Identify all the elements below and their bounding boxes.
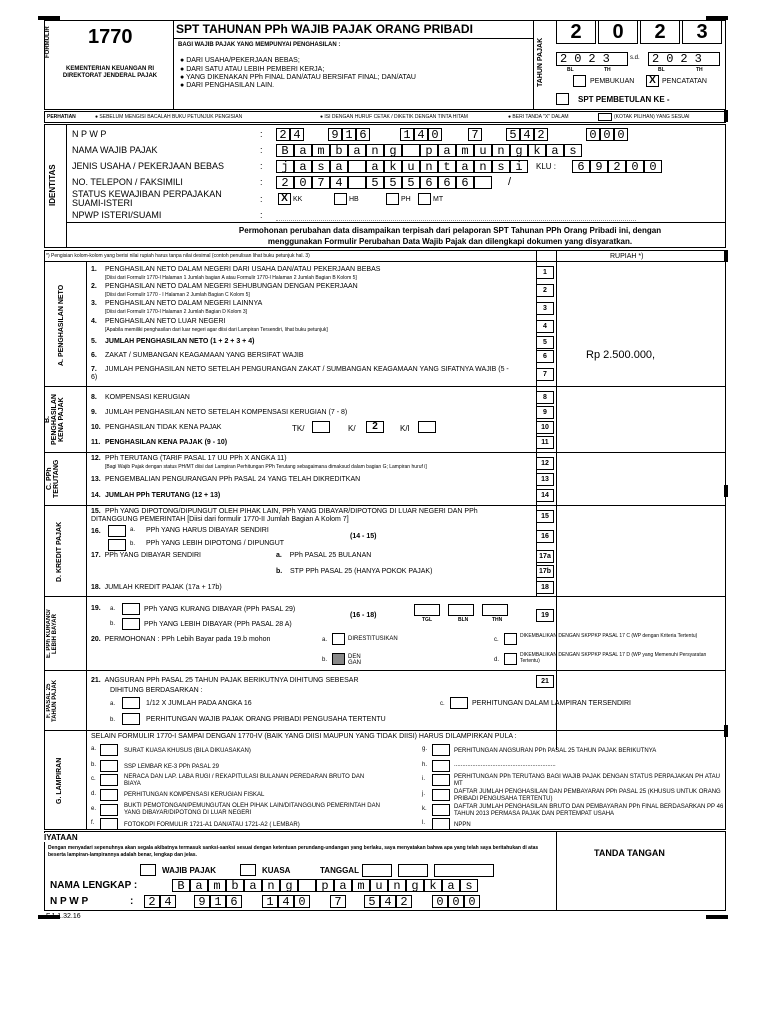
box-6: 6 bbox=[536, 350, 554, 363]
date-boxes[interactable] bbox=[414, 604, 514, 616]
year-digit-4: 3 bbox=[682, 20, 722, 44]
row-2: 2. PENGHASILAN NETO DALAM NEGERI SEHUBUNGAN DENGAN PEKERJAAN [Diisi dari Formulir 1770 - I Halaman 2 Jumlah Bagian C Kolom 5] bbox=[91, 283, 358, 298]
row-13: 13. PENGEMBALIAN PENGURANGAN PPh PASAL 24 YANG TELAH DIKREDITKAN bbox=[91, 476, 361, 483]
form-number: 1770 bbox=[88, 26, 133, 48]
k-label: K/ bbox=[348, 424, 356, 433]
pembetulan-checkbox[interactable] bbox=[556, 93, 569, 105]
lampiran-b-checkbox[interactable] bbox=[100, 760, 118, 772]
form-subtitle: BAGI WAJIB PAJAK YANG MEMPUNYAI PENGHASILAN : bbox=[178, 42, 341, 48]
status-hb-checkbox[interactable] bbox=[334, 193, 347, 205]
value-6[interactable]: Rp 2.500.000, bbox=[586, 349, 656, 361]
wp-checkbox[interactable] bbox=[140, 864, 156, 876]
box-11: 11 bbox=[536, 436, 554, 449]
bullet-3: ● YANG DIKENAKAN PPh FINAL DAN/ATAU BERSIFAT FINAL; DAN/ATAU bbox=[180, 74, 416, 81]
pencatatan-label: PENCATATAN bbox=[662, 78, 707, 85]
section-b-label: B. PENGHASILAN KENA PAJAK bbox=[44, 394, 65, 446]
form-code: F.1.1.32.16 bbox=[46, 913, 81, 920]
perhatian-item-2: ● ISI DENGAN HURUF CETAK / DIKETIK DENGAN TINTA HITAM bbox=[320, 114, 468, 120]
bullet-4: ● DARI PENGHASILAN LAIN. bbox=[180, 82, 275, 89]
row-6: 6. ZAKAT / SUMBANGAN KEAGAMAAN YANG BERSIFAT WAJIB bbox=[91, 352, 304, 359]
signature-label: TANDA TANGAN bbox=[594, 848, 665, 858]
lampiran-c-checkbox[interactable] bbox=[100, 774, 118, 786]
bl-label-2: BL bbox=[658, 67, 665, 73]
19a-checkbox[interactable] bbox=[122, 603, 140, 615]
name-label: NAMA WAJIB PAJAK bbox=[72, 145, 158, 155]
row-16b: PPh YANG LEBIH DIPOTONG / DIPUNGUT bbox=[146, 540, 285, 547]
agency-line-1: KEMENTERIAN KEUANGAN RI bbox=[65, 66, 154, 72]
pembetulan-label: SPT PEMBETULAN KE - bbox=[578, 95, 670, 104]
row-1: 1. PENGHASILAN NETO DALAM NEGERI DARI USAHA DAN/ATAU PEKERJAAN BEBAS [Diisi dari Formulir 1770-I Halaman 1 Jumlah bagian A atau Formulir 1770-I Halaman 2 Jumlah Bagian B Kolom 5] bbox=[91, 266, 381, 281]
phone-label: NO. TELEPON / FAKSIMILI bbox=[72, 177, 183, 187]
21c-checkbox[interactable] bbox=[450, 697, 468, 709]
ki-box[interactable] bbox=[418, 421, 436, 433]
row-14: 14. JUMLAH PPh TERUTANG (12 + 13) bbox=[91, 492, 221, 499]
formulir-label: FORMULIR bbox=[45, 26, 51, 58]
bln-label: BLN bbox=[458, 617, 469, 623]
status-mt-label: MT bbox=[433, 196, 444, 203]
row-4: 4. PENGHASILAN NETO LUAR NEGERI [Apabila memiliki penghasilan dari luar negeri agar diisi dari Lampiran Tersendiri, lihat buku petunjuk] bbox=[91, 318, 328, 333]
tanggal-boxes[interactable] bbox=[362, 864, 542, 877]
19b-checkbox[interactable] bbox=[122, 618, 140, 630]
sign-npwp-label: N P W P bbox=[50, 896, 89, 907]
th-label-2: TH bbox=[696, 67, 703, 73]
year-digit-1: 2 bbox=[556, 20, 596, 44]
section-c-label: C. PPh TERUTANG bbox=[46, 459, 60, 499]
agency-line-2: DIREKTORAT JENDERAL PAJAK bbox=[62, 73, 158, 79]
spouse-npwp-cells[interactable] bbox=[276, 208, 636, 221]
rupiah-header: RUPIAH *) bbox=[610, 253, 644, 260]
lampiran-i-checkbox[interactable] bbox=[432, 774, 450, 786]
spouse-npwp-label: NPWP ISTERI/SUAMI bbox=[72, 210, 162, 220]
row-19-formula: (16 - 18) bbox=[350, 612, 377, 619]
status-label: STATUS KEWAJIBAN PERPAJAKAN SUAMI-ISTERI bbox=[72, 189, 222, 208]
period-start[interactable]: 2023 bbox=[556, 52, 628, 66]
row-20: 20. PERMOHONAN : PPh Lebih Bayar pada 19.b mohon bbox=[91, 636, 271, 643]
k-box[interactable]: 2 bbox=[366, 421, 384, 433]
form-title: SPT TAHUNAN PPh WAJIB PAJAK ORANG PRIBADI bbox=[176, 22, 473, 36]
bl-label-1: BL bbox=[567, 67, 574, 73]
row-16-formula: (14 - 15) bbox=[350, 533, 377, 540]
row-20a: DIRESTITUSIKAN bbox=[348, 636, 398, 642]
20c-checkbox[interactable] bbox=[504, 633, 517, 645]
identitas-notice: Permohonan perubahan data disampaikan terpisah dari pelaporan SPT Tahunan PPh Orang Pribadi ini, dengan menggunakan Formulir Perubahan Data Wajib Pajak dan dilengkapi dokumen yang disyaratkan. bbox=[238, 226, 662, 246]
row-20c: DIKEMBALIKAN DENGAN SKPPKP PASAL 17 C (WP dengan Kriteria Tertentu) bbox=[520, 633, 698, 639]
perhatian-label: PERHATIAN bbox=[47, 114, 76, 120]
sd-label: s.d. bbox=[630, 55, 640, 61]
kuasa-label: KUASA bbox=[262, 866, 291, 875]
box-7: 7 bbox=[536, 368, 554, 381]
row-21a: 1/12 X JUMLAH PADA ANGKA 16 bbox=[146, 700, 252, 707]
section-d-label: D. KREDIT PAJAK bbox=[56, 521, 63, 583]
box-5: 5 bbox=[536, 336, 554, 349]
lampiran-f-checkbox[interactable] bbox=[100, 818, 118, 830]
identitas-label: IDENTITAS bbox=[48, 164, 57, 206]
tanggal-label: TANGGAL bbox=[320, 866, 359, 875]
sign-npwp-colon: : bbox=[130, 896, 134, 907]
kuasa-checkbox[interactable] bbox=[240, 864, 256, 876]
status-kk-checkbox[interactable]: X bbox=[278, 193, 291, 205]
16a-checkbox[interactable] bbox=[108, 525, 126, 537]
section-g-label: G. LAMPIRAN bbox=[56, 757, 63, 805]
row-19a: PPh YANG KURANG DIBAYAR (PPh PASAL 29) bbox=[144, 606, 296, 613]
20d-checkbox[interactable] bbox=[504, 653, 517, 665]
row-3: 3. PENGHASILAN NETO DALAM NEGERI LAINNYA [Diisi dari Formulir 1770-I Halaman 2 Jumlah Bagian D Kolom 3] bbox=[91, 300, 263, 315]
section-a-label: A. PENGHASILAN NETO bbox=[58, 284, 65, 366]
th-label-1: TH bbox=[604, 67, 611, 73]
status-mt-checkbox[interactable] bbox=[418, 193, 431, 205]
box-1: 1 bbox=[536, 266, 554, 279]
row-21-sub: DIHITUNG BERDASARKAN : bbox=[110, 687, 203, 694]
20b-checkbox[interactable] bbox=[332, 653, 345, 665]
row-16a: PPh YANG HARUS DIBAYAR SENDIRI bbox=[146, 527, 269, 534]
status-hb-label: HB bbox=[349, 196, 359, 203]
phone-slash: / bbox=[508, 176, 512, 188]
perhatian-item-4: (KOTAK PILIHAN) YANG SESUAI bbox=[614, 114, 690, 120]
bullet-1: ● DARI USAHA/PEKERJAAN BEBAS; bbox=[180, 57, 300, 64]
job-label: JENIS USAHA / PEKERJAAN BEBAS bbox=[72, 161, 225, 171]
lampiran-l-checkbox[interactable] bbox=[432, 818, 450, 830]
pernyataan-text: Dengan menyadari sepenuhnya akan segala akibatnya termasuk sanksi-sanksi sesuai dengan ketentuan perundang-undangan yang berlaku, saya menyatakan bahwa apa yang telah saya beritahukan di atas beserta lampiran-lampirannya adalah benar, lengkap dan jelas. bbox=[48, 845, 539, 858]
row-21b: PERHITUNGAN WAJIB PAJAK ORANG PRIBADI PENGUSAHA TERTENTU bbox=[146, 716, 386, 723]
box-8: 8 bbox=[536, 391, 554, 404]
row-20d: DIKEMBALIKAN DENGAN SKPPKP PASAL 17 D (WP yang Memenuhi Persyaratan Tertentu) bbox=[520, 652, 707, 664]
box-10: 10 bbox=[536, 421, 554, 434]
box-21: 21 bbox=[536, 675, 554, 688]
perhatian-item-1: ● SEBELUM MENGISI BACALAH BUKU PETUNJUK PENGISIAN bbox=[95, 114, 243, 120]
section-f-label: F. PASAL 25 TAHUN PAJAK bbox=[46, 679, 58, 723]
row-20b: DEN GAN bbox=[348, 654, 362, 666]
row-11: 11. PENGHASILAN KENA PAJAK (9 - 10) bbox=[91, 439, 228, 446]
box-17b: 17b bbox=[536, 565, 554, 578]
period-end[interactable]: 2023 bbox=[648, 52, 720, 66]
lampiran-k-checkbox[interactable] bbox=[432, 804, 450, 816]
nama-label: NAMA LENGKAP : bbox=[50, 880, 138, 891]
20a-checkbox[interactable] bbox=[332, 633, 345, 645]
pencatatan-checkbox[interactable]: X bbox=[646, 75, 659, 87]
row-17b: b. STP PPh PASAL 25 (HANYA POKOK PAJAK) bbox=[276, 568, 433, 575]
ki-label: K/I bbox=[400, 424, 410, 433]
lampiran-intro: SELAIN FORMULIR 1770-I SAMPAI DENGAN 1770-IV (BAIK YANG DIISI MAUPUN YANG TIDAK DIISI) HARUS DILAMPIRKAN PULA : bbox=[91, 733, 517, 740]
wp-label: WAJIB PAJAK bbox=[162, 866, 217, 875]
status-ph-label: PH bbox=[401, 196, 411, 203]
row-21: 21. ANGSURAN PPh PASAL 25 TAHUN PAJAK BERIKUTNYA DIHITUNG SEBESAR bbox=[91, 677, 359, 684]
box-9: 9 bbox=[536, 406, 554, 419]
tk-box[interactable] bbox=[312, 421, 330, 433]
year-digit-3: 2 bbox=[640, 20, 680, 44]
row-15: 15. PPh YANG DIPOTONG/DIPUNGUT OLEH PIHAK LAIN, PPh YANG DIBAYAR/DIPOTONG DI LUAR NEGERI DAN PPh DITANGGUNG PEMERINTAH [Diisi dari formulir 1770-II Jumlah Bagian A Kolom 7] bbox=[91, 508, 478, 523]
row-18: 18. JUMLAH KREDIT PAJAK (17a + 17b) bbox=[91, 584, 222, 591]
row-17a: a. PPh PASAL 25 BULANAN bbox=[276, 552, 372, 559]
box-14: 14 bbox=[536, 489, 554, 502]
perhatian-item-3: ● BERI TANDA "X" DALAM bbox=[508, 114, 569, 120]
row-7: 7. JUMLAH PENGHASILAN NETO SETELAH PENGURANGAN ZAKAT / SUMBANGAN KEAGAMAAN YANG SIFATNYA WAJIB (5 - 6) bbox=[91, 366, 509, 381]
box-19: 19 bbox=[536, 609, 554, 622]
16b-checkbox[interactable] bbox=[108, 539, 126, 551]
box-2: 2 bbox=[536, 284, 554, 297]
row-8: 8. KOMPENSASI KERUGIAN bbox=[91, 394, 190, 401]
year-digit-2: 0 bbox=[598, 20, 638, 44]
row-9: 9. JUMLAH PENGHASILAN NETO SETELAH KOMPENSASI KERUGIAN (7 - 8) bbox=[91, 409, 348, 416]
thn-label: THN bbox=[492, 617, 503, 623]
lampiran-j-checkbox[interactable] bbox=[432, 789, 450, 801]
status-kk-label: KK bbox=[293, 196, 303, 203]
pembukuan-checkbox[interactable] bbox=[573, 75, 586, 87]
rupiah-note: *) Pengisian kolom-kolom yang berisi nilai rupiah harus tanpa nilai desimal (contoh penulisan lihat buku petunjuk hal. 3) bbox=[46, 253, 310, 259]
lampiran-h-checkbox[interactable] bbox=[432, 760, 450, 772]
box-17a: 17a bbox=[536, 550, 554, 563]
tk-label: TK/ bbox=[292, 424, 305, 433]
lampiran-d-checkbox[interactable] bbox=[100, 789, 118, 801]
bullet-2: ● DARI SATU ATAU LEBIH PEMBERI KERJA; bbox=[180, 66, 325, 73]
21a-checkbox[interactable] bbox=[122, 697, 140, 709]
row-10: 10. PENGHASILAN TIDAK KENA PAJAK bbox=[91, 424, 222, 431]
npwp-label: N P W P bbox=[72, 129, 107, 139]
row-12: 12. PPh TERUTANG (TARIF PASAL 17 UU PPh X ANGKA 11) [Bagi Wajib Pajak dengan status PH/MT diisi dari Lampiran Perhitungan PPh Terutang sebagaimana dimaksud dalam bagian G; Lampiran huruf i] bbox=[91, 455, 427, 470]
corner-mark-br bbox=[706, 915, 728, 919]
row-17: 17. PPh YANG DIBAYAR SENDIRI bbox=[91, 552, 201, 559]
status-ph-checkbox[interactable] bbox=[386, 193, 399, 205]
21b-checkbox[interactable] bbox=[122, 713, 140, 725]
section-e-label: E. PPh KURANG/ LEBIH BAYAR bbox=[46, 609, 58, 659]
lampiran-g-checkbox[interactable] bbox=[432, 744, 450, 756]
tgl-label: TGL bbox=[422, 617, 432, 623]
row-16-num: 16. bbox=[91, 528, 101, 535]
lampiran-a-checkbox[interactable] bbox=[100, 744, 118, 756]
box-4: 4 bbox=[536, 320, 554, 333]
box-16: 16 bbox=[536, 530, 554, 543]
lampiran-e-checkbox[interactable] bbox=[100, 804, 118, 816]
box-18: 18 bbox=[536, 581, 554, 594]
tahun-pajak-label: TAHUN PAJAK bbox=[537, 37, 544, 87]
pembukuan-label: PEMBUKUAN bbox=[590, 78, 635, 85]
row-19b: PPh YANG LEBIH DIBAYAR (PPh PASAL 28 A) bbox=[144, 621, 292, 628]
row-5: 5. JUMLAH PENGHASILAN NETO (1 + 2 + 3 + 4) bbox=[91, 338, 255, 345]
box-15: 15 bbox=[536, 510, 554, 523]
box-12: 12 bbox=[536, 457, 554, 470]
box-13: 13 bbox=[536, 473, 554, 486]
row-21c: PERHITUNGAN DALAM LAMPIRAN TERSENDIRI bbox=[472, 700, 631, 707]
box-3: 3 bbox=[536, 302, 554, 315]
pernyataan-label: IYATAAN bbox=[44, 833, 78, 842]
klu-label: KLU : bbox=[536, 162, 557, 171]
